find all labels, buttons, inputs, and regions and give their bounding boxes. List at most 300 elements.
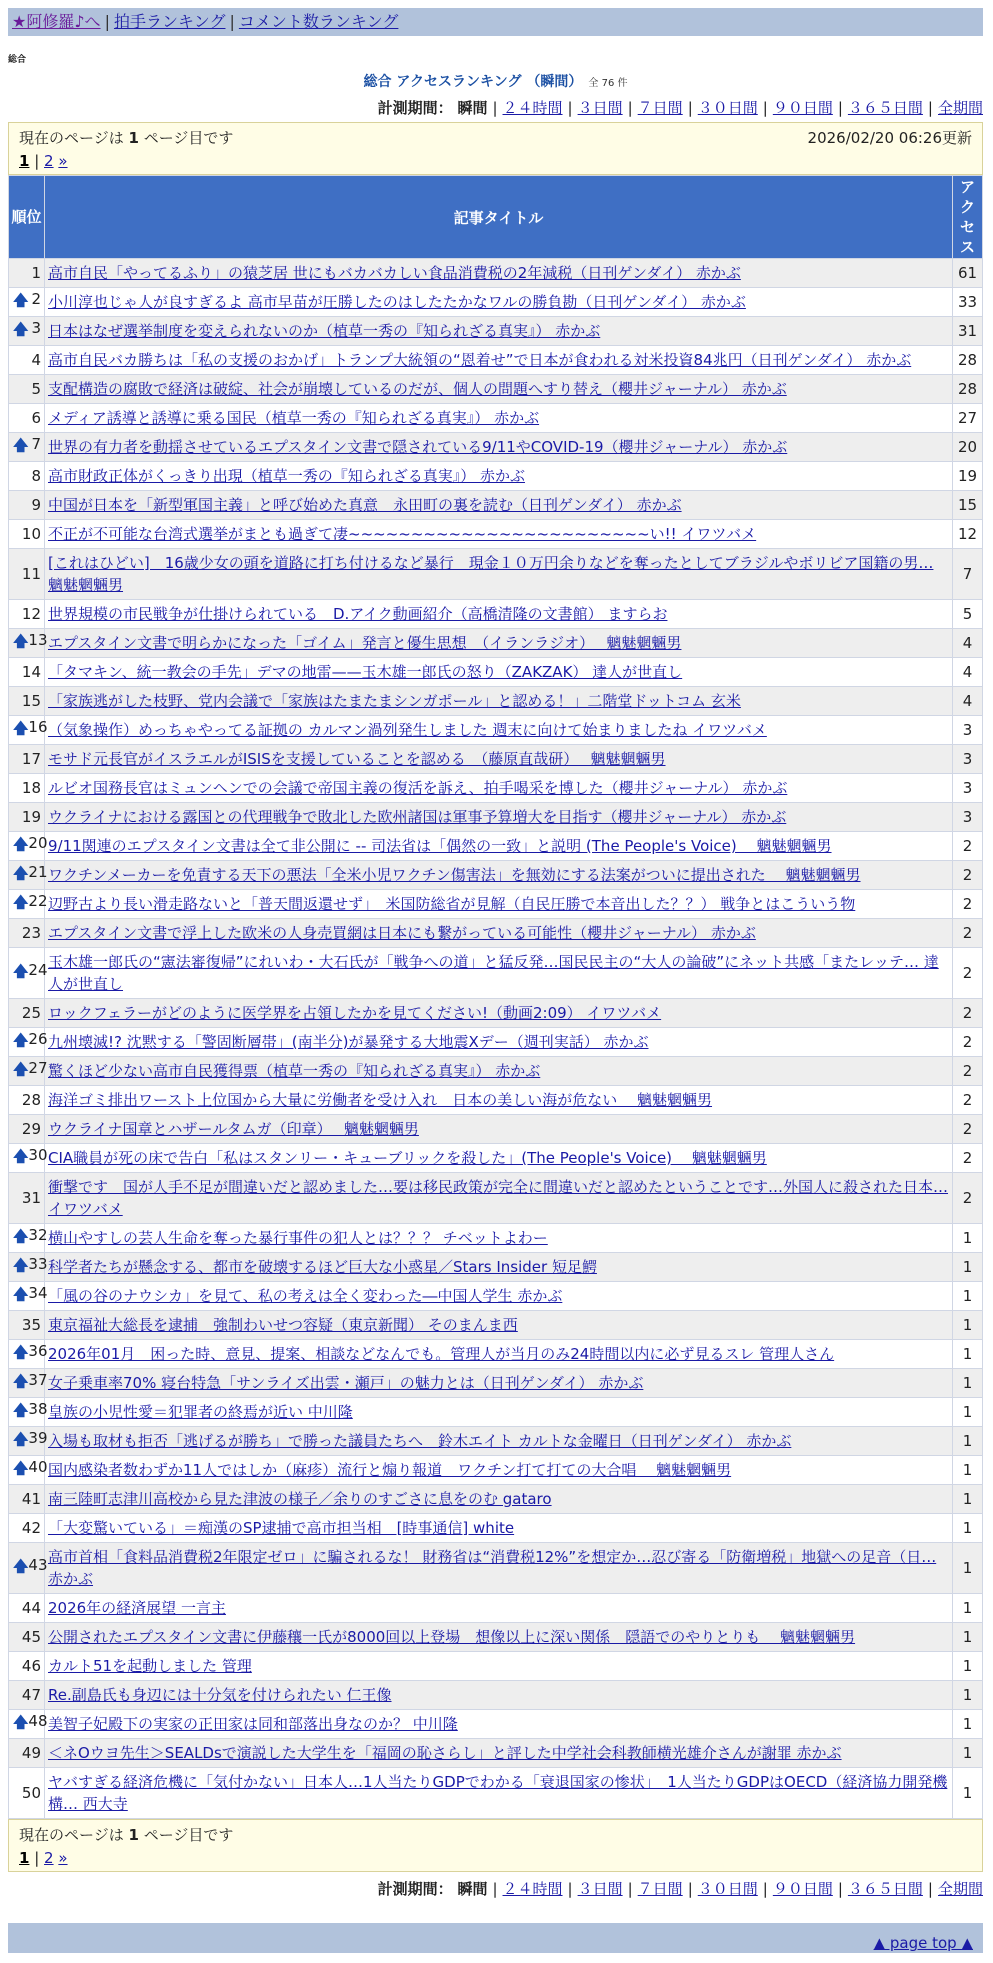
title-cell	[45, 1086, 953, 1115]
rank-cell	[9, 1224, 48, 1253]
table-row	[9, 919, 983, 948]
article-link[interactable]: 「風の谷のナウシカ」を見て、私の考えは全く変わった―中国人学生 赤かぶ	[48, 1287, 563, 1305]
rank-number: 50	[21, 1784, 41, 1802]
period-link[interactable]: ７日間	[637, 1880, 683, 1898]
arrow-up-icon: 🡅	[13, 1712, 29, 1731]
title-cell	[45, 520, 953, 549]
table-row	[9, 462, 983, 491]
title-cell	[45, 658, 953, 687]
title-cell	[45, 491, 953, 520]
rank-number: 25	[21, 1004, 41, 1022]
table-row	[9, 716, 983, 745]
title-cell	[45, 1057, 953, 1086]
article-link[interactable]: 高市財政正体がくっきり出現（植草一秀の『知られざる真実』） 赤かぶ	[48, 467, 525, 485]
rank-cell	[9, 462, 45, 491]
article-link[interactable]: 高市首相「食料品消費税2年限定ゼロ」に騙されるな！ 財務省は“消費税12%”を想定か…忍び寄る「防衛増税」地獄への足音（日… 赤かぶ	[48, 1548, 937, 1588]
title-cell	[45, 1253, 953, 1282]
table-row	[9, 1311, 983, 1340]
rank-cell	[9, 1652, 45, 1681]
rank-header: 順位	[9, 176, 45, 259]
ranking-table-body	[9, 259, 983, 1819]
rank-cell	[9, 346, 45, 375]
page-2-link[interactable]: 2	[44, 152, 54, 170]
period-separator: |	[837, 99, 843, 117]
access-count: 1	[953, 1594, 983, 1623]
rank-number: 6	[31, 409, 41, 427]
article-link[interactable]: 科学者たちが懸念する、都市を破壊するほど巨大な小惑星／Stars Insider 短足鰐	[48, 1258, 597, 1276]
access-count: 1	[953, 1623, 983, 1652]
title-cell	[45, 433, 953, 462]
page-info-bar	[8, 122, 983, 175]
rank-number: 24	[28, 960, 48, 979]
rank-number: 42	[21, 1519, 41, 1537]
rank-cell	[9, 1594, 45, 1623]
title-cell	[45, 716, 953, 745]
rank-number: 40	[28, 1457, 48, 1476]
article-link[interactable]: 南三陸町志津川高校から見た津波の様子／余りのすごさに息をのむ gataro	[48, 1490, 552, 1508]
article-link[interactable]: 東京福祉大総長を逮捕 強制わいせつ容疑（東京新聞） そのまんま西	[48, 1316, 518, 1334]
article-link[interactable]: （気象操作）めっちゃやってる証拠の カルマン渦列発生しました 週末に向けて始まりましたね イワツバメ	[48, 721, 767, 739]
access-count: 1	[953, 1652, 983, 1681]
table-row	[9, 259, 983, 288]
period-current: 瞬間	[457, 99, 488, 117]
table-row	[9, 1028, 983, 1057]
rank-cell	[9, 1710, 48, 1739]
title-cell	[45, 1710, 953, 1739]
period-separator: |	[492, 99, 498, 117]
period-separator: |	[837, 1880, 843, 1898]
rank-cell	[9, 1028, 48, 1057]
table-row	[9, 520, 983, 549]
period-link[interactable]: 全期間	[937, 99, 983, 117]
period-link[interactable]: ２４時間	[502, 1880, 563, 1898]
bottom-bar	[8, 1923, 983, 1953]
table-row	[9, 1710, 983, 1739]
period-link[interactable]: ２４時間	[502, 99, 563, 117]
rank-cell	[9, 999, 45, 1028]
rank-cell	[9, 774, 45, 803]
rank-number: 48	[28, 1711, 48, 1730]
title-cell	[45, 288, 953, 317]
access-count: 1	[953, 1681, 983, 1710]
total-count: 全 76 件	[588, 78, 628, 89]
rank-number: 3	[31, 318, 41, 337]
current-page-text: 現在のページは 1 ページ目です	[19, 1826, 234, 1844]
title-cell	[45, 549, 953, 600]
table-row	[9, 1369, 983, 1398]
title-cell	[45, 462, 953, 491]
article-link[interactable]: エプスタイン文書で浮上した欧米の人身売買網は日本にも繋がっている可能性（櫻井ジャーナル） 赤かぶ	[48, 924, 756, 942]
next-page-link[interactable]: »	[58, 1849, 68, 1867]
rank-number: 13	[28, 630, 48, 649]
rank-number: 19	[21, 808, 41, 826]
article-link[interactable]: メディア誘導と誘導に乗る国民（植草一秀の『知られざる真実』） 赤かぶ	[48, 409, 540, 427]
title-cell	[45, 1543, 953, 1594]
table-row	[9, 948, 983, 999]
access-count: 2	[953, 832, 983, 861]
article-link[interactable]: モサド元長官がイスラエルがISISを支援していることを認める （藤原直哉研） 魑魅魍魎男	[48, 750, 666, 768]
arrow-up-icon: 🡅	[13, 1458, 29, 1477]
rank-number: 18	[21, 779, 41, 797]
page-title: 総合 アクセスランキング （瞬間）	[363, 74, 583, 90]
table-row	[9, 404, 983, 433]
access-count: 2	[953, 890, 983, 919]
table-row	[9, 549, 983, 600]
title-cell	[45, 1623, 953, 1652]
rank-cell	[9, 1282, 48, 1311]
rank-cell	[9, 832, 48, 861]
article-link[interactable]: ウクライナ国章とハザールタムガ（印章） 魑魅魍魎男	[48, 1120, 419, 1138]
table-row	[9, 1514, 983, 1543]
rank-number: 4	[31, 351, 41, 369]
title-cell	[45, 1282, 953, 1311]
table-row	[9, 1739, 983, 1768]
rank-cell	[9, 1543, 48, 1594]
rank-cell	[9, 259, 45, 288]
rank-number: 31	[21, 1189, 41, 1207]
article-link[interactable]: 玉木雄一郎氏の“憲法審復帰”にれいわ・大石氏が「戦争への道」と猛反発…国民民主の“大人の論破”にネット共感「またレッテ… 達人が世直し	[48, 953, 939, 993]
article-link[interactable]: 世界の有力者を動揺させているエプスタイン文書で隠されている9/11やCOVID-19（櫻井ジャーナル） 赤かぶ	[48, 438, 788, 456]
article-link[interactable]: 高市自民「やってるふり」の猿芝居 世にもバカバカしい食品消費税の2年減税（日刊ゲンダイ） 赤かぶ	[48, 264, 741, 282]
title-header: 記事タイトル	[45, 176, 953, 259]
access-count: 31	[953, 317, 983, 346]
table-row	[9, 491, 983, 520]
access-count: 1	[953, 1253, 983, 1282]
comment-ranking-link[interactable]: コメント数ランキング	[238, 12, 399, 31]
section-label: 総合	[8, 55, 27, 65]
next-page-link[interactable]: »	[58, 152, 68, 170]
table-row	[9, 1057, 983, 1086]
article-link[interactable]: ＜ネOウヨ先生＞SEALDsで演説した大学生を「福岡の恥さらし」と評した中学社会科教師横光雄介さんが謝罪 赤かぶ	[48, 1744, 842, 1762]
period-link[interactable]: ３６５日間	[847, 99, 923, 117]
table-row	[9, 1652, 983, 1681]
title-cell	[45, 1028, 953, 1057]
page-1-link[interactable]: 1	[19, 152, 30, 170]
rank-number: 49	[21, 1744, 41, 1762]
period-link[interactable]: ９０日間	[772, 1880, 833, 1898]
article-link[interactable]: 中国が日本を「新型軍国主義」と呼び始めた真意 永田町の裏を読む（日刊ゲンダイ） 赤かぶ	[48, 496, 682, 514]
title-cell	[45, 1173, 953, 1224]
access-count: 61	[953, 259, 983, 288]
rank-number: 47	[21, 1686, 41, 1704]
table-row	[9, 600, 983, 629]
access-count: 15	[953, 491, 983, 520]
article-link[interactable]: ワクチンメーカーを免責する天下の悪法「全米小児ワクチン傷害法」を無効にする法案がついに提出された 魑魅魍魎男	[48, 866, 861, 884]
title-cell	[45, 1427, 953, 1456]
table-row	[9, 1144, 983, 1173]
table-row	[9, 890, 983, 919]
title-cell	[45, 629, 953, 658]
title-cell	[45, 861, 953, 890]
rank-number: 37	[28, 1370, 48, 1389]
table-row	[9, 861, 983, 890]
rank-cell	[9, 549, 45, 600]
article-link[interactable]: 2026年の経済展望 一言主	[48, 1599, 226, 1617]
rank-number: 32	[28, 1225, 48, 1244]
rank-number: 38	[28, 1399, 48, 1418]
rank-cell	[9, 1623, 45, 1652]
title-cell	[45, 1144, 953, 1173]
access-count: 2	[953, 1144, 983, 1173]
article-link[interactable]: 9/11関連のエプスタイン文書は全て非公開に -- 司法省は「偶然の一致」と説明 (The People's Voice) 魑魅魍魎男	[48, 837, 832, 855]
arrow-up-icon: 🡅	[13, 1030, 29, 1049]
period-link[interactable]: ３６５日間	[847, 1880, 923, 1898]
article-link[interactable]: 驚くほど少ない高市自民獲得票（植草一秀の『知られざる真実』） 赤かぶ	[48, 1062, 541, 1080]
arrow-up-icon: 🡅	[13, 1400, 29, 1419]
arrow-up-icon: 🡅	[13, 435, 29, 454]
rank-cell	[9, 1144, 48, 1173]
table-row	[9, 1543, 983, 1594]
rank-number: 39	[28, 1428, 48, 1447]
title-cell	[45, 1340, 953, 1369]
rank-number: 44	[21, 1599, 41, 1617]
rank-cell	[9, 745, 45, 774]
period-link[interactable]: ３０日間	[697, 1880, 758, 1898]
rank-number: 30	[28, 1145, 48, 1164]
period-separator: |	[627, 99, 633, 117]
article-link[interactable]: CIA職員が死の床で告白「私はスタンリー・キューブリックを殺した」(The People's Voice) 魑魅魍魎男	[48, 1149, 767, 1167]
rank-number: 11	[21, 565, 41, 583]
article-link[interactable]: 国内感染者数わずか11人ではしか（麻疹）流行と煽り報道 ワクチン打て打ての大合唱 魑魅魍魎男	[48, 1461, 732, 1479]
rank-cell	[9, 317, 45, 346]
article-link[interactable]: 横山やすしの芸人生命を奪った暴行事件の犯人とは？？？ チベットよわー	[48, 1229, 548, 1247]
arrow-up-icon: 🡅	[13, 1059, 29, 1078]
pagination: 1 | 2 »	[19, 152, 68, 170]
access-count: 2	[953, 999, 983, 1028]
access-count: 1	[953, 1710, 983, 1739]
rank-cell	[9, 629, 48, 658]
article-link[interactable]: 公開されたエプスタイン文書に伊藤穰一氏が8000回以上登場 想像以上に深い関係 隠語でのやりとりも 魑魅魍魎男	[48, 1628, 856, 1646]
article-link[interactable]: 支配構造の腐敗で経済は破綻、社会が崩壊しているのだが、個人の問題へすり替え（櫻井ジャーナル） 赤かぶ	[48, 380, 787, 398]
table-row	[9, 288, 983, 317]
article-link[interactable]: 「家族逃がした枝野、党内会議で「家族はたまたまシンガポール」と認める！」二階堂ドットコム 玄米	[48, 692, 741, 710]
table-row	[9, 803, 983, 832]
access-count: 4	[953, 629, 983, 658]
rank-number: 9	[31, 496, 41, 514]
access-count: 28	[953, 346, 983, 375]
title-cell	[45, 259, 953, 288]
article-link[interactable]: ヤバすぎる経済危機に「気付かない」日本人…1人当たりGDPでわかる「衰退国家の惨状」 1人当たりGDPはOECD（経済協力開発機構… 西大寺	[48, 1773, 948, 1813]
rank-number: 21	[28, 862, 48, 881]
rank-number: 1	[31, 264, 41, 282]
table-row	[9, 687, 983, 716]
rank-number: 23	[21, 924, 41, 942]
table-row	[9, 774, 983, 803]
access-count: 1	[953, 1282, 983, 1311]
title-cell	[45, 687, 953, 716]
access-count: 2	[953, 861, 983, 890]
rank-cell	[9, 1057, 48, 1086]
arrow-up-icon: 🡅	[13, 1255, 29, 1274]
title-cell	[45, 1398, 953, 1427]
table-row	[9, 658, 983, 687]
table-row	[9, 375, 983, 404]
period-separator: |	[687, 99, 693, 117]
rank-cell	[9, 1768, 45, 1819]
access-count: 2	[953, 1057, 983, 1086]
article-link[interactable]: 女子乗車率70% 寝台特急「サンライズ出雲・瀬戸」の魅力とは（日刊ゲンダイ） 赤かぶ	[48, 1374, 644, 1392]
title-cell	[45, 1681, 953, 1710]
arrow-up-icon: 🡅	[13, 961, 29, 980]
table-row	[9, 433, 983, 462]
rank-cell	[9, 1369, 48, 1398]
rank-number: 5	[31, 380, 41, 398]
period-selector-bottom	[8, 1878, 983, 1899]
period-link[interactable]: ３日間	[577, 99, 623, 117]
rank-number: 29	[21, 1120, 41, 1138]
article-link[interactable]: 「タマキン、統一教会の手先」デマの地雷——玉木雄一郎氏の怒り（ZAKZAK） 達人が世直し	[48, 663, 683, 681]
access-count: 2	[953, 1086, 983, 1115]
article-link[interactable]: 衝撃です 国が人手不足が間違いだと認めました…要は移民政策が完全に間違いだと認めたということです…外国人に殺された日本… イワツバメ	[48, 1178, 949, 1218]
arrow-up-icon: 🡅	[13, 319, 29, 338]
arrow-up-icon: 🡅	[13, 1284, 29, 1303]
table-row	[9, 629, 983, 658]
rank-cell	[9, 1485, 45, 1514]
rank-cell	[9, 600, 45, 629]
access-header: アクセス	[953, 176, 983, 259]
table-row	[9, 999, 983, 1028]
arrow-up-icon: 🡅	[13, 718, 29, 737]
page-2-link[interactable]: 2	[44, 1849, 54, 1867]
table-row	[9, 1115, 983, 1144]
access-count: 2	[953, 948, 983, 999]
rank-number: 7	[31, 434, 41, 453]
table-row	[9, 1485, 983, 1514]
rank-number: 45	[21, 1628, 41, 1646]
arrow-up-icon: 🡅	[13, 834, 29, 853]
rank-cell	[9, 658, 45, 687]
article-link[interactable]: 九州壊滅!? 沈黙する「警固断層帯」(南半分)が暴発する大地震Xデー（週刊実話） 赤かぶ	[48, 1033, 649, 1051]
page-1-link[interactable]: 1	[19, 1849, 30, 1867]
title-cell	[45, 832, 953, 861]
rank-number: 43	[28, 1555, 48, 1574]
article-link[interactable]: 日本はなぜ選挙制度を変えられないのか（植草一秀の『知られざる真実』） 赤かぶ	[48, 322, 601, 340]
article-link[interactable]: ウクライナにおける露国との代理戦争で敗北した欧州諸国は軍事予算増大を目指す（櫻井ジャーナル） 赤かぶ	[48, 808, 787, 826]
rank-cell	[9, 288, 45, 317]
period-separator: |	[762, 1880, 768, 1898]
rank-number: 41	[21, 1490, 41, 1508]
access-count: 1	[953, 1340, 983, 1369]
access-count: 3	[953, 716, 983, 745]
title-cell	[45, 1652, 953, 1681]
rank-cell	[9, 1456, 48, 1485]
rank-cell	[9, 491, 45, 520]
title-cell	[45, 1115, 953, 1144]
rank-cell	[9, 1311, 45, 1340]
page-top-link[interactable]: ▲ page top ▲	[873, 1934, 973, 1952]
title-cell	[45, 375, 953, 404]
article-link[interactable]: 「大変驚いている」＝痴漢のSP逮捕で高市担当相 [時事通信] white	[48, 1519, 515, 1537]
period-separator: |	[687, 1880, 693, 1898]
arrow-up-icon: 🡅	[13, 1146, 29, 1165]
access-count: 1	[953, 1456, 983, 1485]
article-link[interactable]: 高市自民バカ勝ちは「私の支援のおかげ」トランプ大統領の“恩着せ”で日本が食われる対米投資84兆円（日刊ゲンダイ） 赤かぶ	[48, 351, 912, 369]
nav-separator: |	[104, 12, 110, 31]
access-count: 20	[953, 433, 983, 462]
rank-number: 16	[28, 717, 48, 736]
rank-number: 28	[21, 1091, 41, 1109]
article-link[interactable]: ルビオ国務長官はミュンヘンでの会議で帝国主義の復活を訴え、拍手喝采を博した（櫻井ジャーナル） 赤かぶ	[48, 779, 788, 797]
updated-timestamp: 2026/02/20 06:26更新	[807, 129, 972, 147]
article-link[interactable]: エプスタイン文書で明らかになった「ゴイム」発言と優生思想 （イランラジオ） 魑魅魍魎男	[48, 634, 682, 652]
period-separator: |	[762, 99, 768, 117]
rank-cell	[9, 687, 45, 716]
access-count: 2	[953, 919, 983, 948]
rank-number: 34	[28, 1283, 48, 1302]
rank-cell	[9, 1115, 45, 1144]
period-separator: |	[927, 99, 933, 117]
period-link[interactable]: ３０日間	[697, 99, 758, 117]
rank-number: 12	[21, 605, 41, 623]
arrow-up-icon: 🡅	[13, 892, 29, 911]
period-link[interactable]: 全期間	[937, 1880, 983, 1898]
rank-cell	[9, 375, 45, 404]
rank-number: 20	[28, 833, 48, 852]
article-link[interactable]: 美智子妃殿下の実家の正田家は同和部落出身なのか？ 中川隆	[48, 1715, 458, 1733]
article-link[interactable]: 不正が不可能な台湾式選挙がまとも過ぎて凄~~~~~~~~~~~~~~~~~~~~~~~~い!! イワツバメ	[48, 525, 757, 543]
article-link[interactable]: 入場も取材も拒否「逃げるが勝ち」で勝った議員たちへ 鈴木エイト カルトな金曜日（日刊ゲンダイ） 赤かぶ	[48, 1432, 792, 1450]
arrow-up-icon: 🡅	[13, 1226, 29, 1245]
clap-ranking-link[interactable]: 拍手ランキング	[113, 12, 226, 31]
access-count: 1	[953, 1739, 983, 1768]
rank-cell	[9, 948, 48, 999]
title-cell	[45, 1311, 953, 1340]
rank-number: 36	[28, 1341, 48, 1360]
arrow-up-icon: 🡅	[13, 1429, 29, 1448]
article-link[interactable]: 小川淳也じゃ人が良すぎるよ 高市早苗が圧勝したのはしたたかなワルの勝負勘（日刊ゲンダイ） 赤かぶ	[48, 293, 746, 311]
title-cell	[45, 600, 953, 629]
period-separator: |	[927, 1880, 933, 1898]
table-row	[9, 1253, 983, 1282]
article-link[interactable]: 世界規模の市民戦争が仕掛けられている D.アイク動画紹介（高橋清隆の文書館） ますらお	[48, 605, 668, 623]
rank-number: 17	[21, 750, 41, 768]
title-cell	[45, 404, 953, 433]
table-row	[9, 1086, 983, 1115]
access-count: 27	[953, 404, 983, 433]
title-cell	[45, 774, 953, 803]
rank-cell	[9, 890, 48, 919]
article-link[interactable]: カルト51を起動しました 管理	[48, 1657, 252, 1675]
table-row	[9, 832, 983, 861]
table-row	[9, 1768, 983, 1819]
period-link[interactable]: ７日間	[637, 99, 683, 117]
period-link[interactable]: ３日間	[577, 1880, 623, 1898]
title-cell	[45, 1768, 953, 1819]
table-row	[9, 317, 983, 346]
rank-cell	[9, 1681, 45, 1710]
page-heading	[8, 71, 983, 91]
title-cell	[45, 346, 953, 375]
article-link[interactable]: 辺野古より長い滑走路ないと「普天間返還せず」 米国防総省が見解（自民圧勝で本音出した？？） 戦争とはこういう物	[48, 895, 856, 913]
home-link[interactable]: ★阿修羅♪へ	[12, 12, 101, 31]
article-link[interactable]: [これはひどい] 16歳少女の頭を道路に打ち付けるなど暴行 現金１０万円余りなどを奪ったとしてブラジルやボリビア国籍の男… 魑魅魍魎男	[48, 554, 934, 594]
article-link[interactable]: 海洋ゴミ排出ワースト上位国から大量に労働者を受け入れ 日本の美しい海が危ない 魑魅魍魎男	[48, 1091, 713, 1109]
title-cell	[45, 317, 953, 346]
access-count: 1	[953, 1768, 983, 1819]
access-count: 5	[953, 600, 983, 629]
nav-separator: |	[229, 12, 235, 31]
article-link[interactable]: 2026年01月 困った時、意見、提案、相談などなんでも。管理人が当月のみ24時間以内に必ず見るスレ 管理人さん	[48, 1345, 835, 1363]
article-link[interactable]: 皇族の小児性愛＝犯罪者の終焉が近い 中川隆	[48, 1403, 353, 1421]
article-link[interactable]: ロックフェラーがどのように医学界を占領したかを見てください!（動画2:09） イワツバメ	[48, 1004, 662, 1022]
access-count: 1	[953, 1485, 983, 1514]
rank-cell	[9, 861, 48, 890]
period-link[interactable]: ９０日間	[772, 99, 833, 117]
table-row	[9, 1398, 983, 1427]
rank-number: 2	[31, 289, 41, 308]
article-link[interactable]: Re.副島氏も身辺には十分気を付けられたい 仁王像	[48, 1686, 392, 1704]
access-count: 1	[953, 1543, 983, 1594]
